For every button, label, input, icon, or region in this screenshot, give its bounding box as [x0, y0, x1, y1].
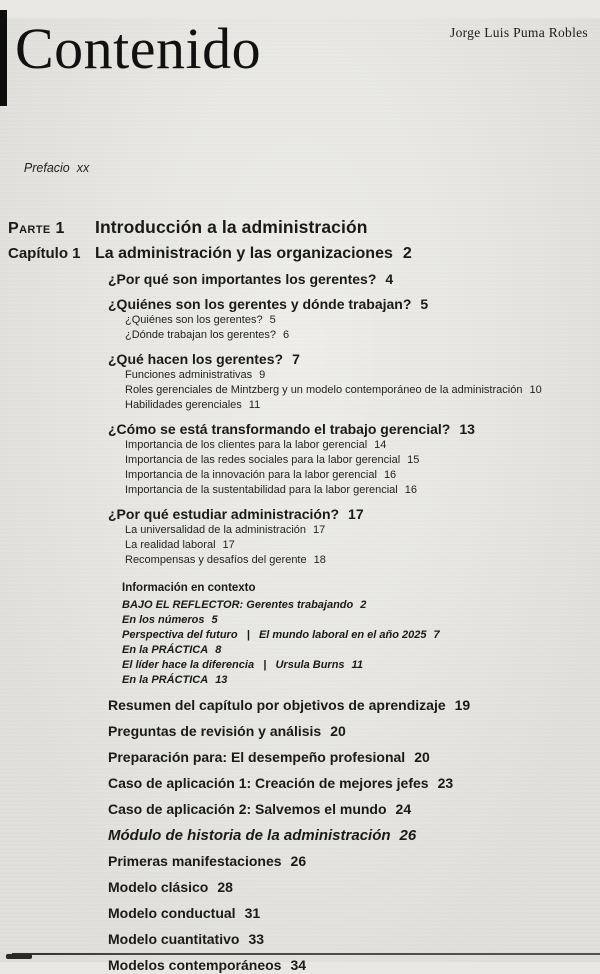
toc-entry-text: Preguntas de revisión y análisis	[108, 723, 322, 739]
toc-entry-text: ¿Qué hacen los gerentes?	[108, 351, 284, 367]
toc-entry-text: ¿Por qué estudiar administración?	[108, 506, 340, 522]
toc-entry-page-number: 26	[290, 853, 307, 869]
toc-entry-end	[108, 801, 600, 818]
toc-entry-text: Resumen del capítulo por objetivos de aprendizaje	[108, 697, 446, 713]
toc-entry-page-number: 34	[290, 957, 307, 973]
scan-corner-artifact	[6, 954, 32, 959]
toc-entry-text: En la PRÁCTICA	[122, 674, 209, 686]
toc-entry-sub	[125, 328, 600, 343]
toc-entry-end	[108, 905, 600, 922]
toc-entry-end	[108, 931, 600, 948]
toc-entry-end	[108, 775, 600, 792]
toc-entry-page-number: 26	[399, 827, 417, 844]
toc-entry-sub	[125, 483, 600, 498]
toc-entry-page-number: 15	[407, 454, 420, 466]
toc-entry-text: Importancia de la innovación para la labor gerencial	[125, 469, 377, 481]
toc-entry-sub	[125, 523, 600, 538]
toc-entry-text: Modelo cuantitativo	[108, 931, 240, 947]
toc-entry-end	[108, 853, 600, 870]
toc-entry-page-number: 24	[395, 801, 412, 817]
toc-entry-sub	[125, 368, 600, 383]
toc-entry-text: ¿Quiénes son los gerentes y dónde trabajan?	[108, 296, 412, 312]
toc-entry-page-number: 5	[269, 314, 276, 326]
toc-entry-page-number: 17	[313, 524, 326, 536]
toc-entry-feature	[122, 673, 600, 688]
toc-entry-end	[108, 879, 600, 896]
chapter-label: Capítulo 1	[8, 245, 81, 262]
toc-entry-sub	[125, 383, 600, 398]
toc-entry-text: ¿Dónde trabajan los gerentes?	[125, 329, 277, 341]
toc-entry-text: Recompensas y desafíos del gerente	[125, 554, 307, 566]
toc-entry-text: Importancia de la sustentabilidad para la labor gerencial	[125, 484, 398, 496]
toc-entry-text: Importancia de las redes sociales para la labor gerencial	[125, 454, 401, 466]
toc-entry-section	[108, 351, 600, 368]
toc-entry-sub	[125, 468, 600, 483]
toc-entry-text: La realidad laboral	[125, 539, 216, 551]
chapter-heading	[0, 245, 600, 263]
part-label: Parte 1	[8, 220, 65, 237]
preface-entry	[10, 146, 600, 191]
toc-entry-page-number: 11	[248, 399, 261, 411]
toc-entry-page-number: 6	[283, 329, 290, 341]
toc-entry-page-number: 5	[211, 614, 218, 626]
toc-entry-text: Información en contexto	[122, 582, 256, 594]
toc-entry-page-number: 23	[437, 775, 454, 791]
toc-entry-text: Modelos contemporáneos	[108, 957, 282, 973]
toc-entry-heading	[122, 581, 600, 596]
toc-entry-sub	[125, 398, 600, 413]
toc-entry-page-number: 4	[385, 271, 394, 287]
toc-entry-page-number: 2	[360, 599, 367, 611]
toc-entry-feature	[122, 643, 600, 658]
toc-entry-page-number: 13	[215, 674, 228, 686]
toc-entry-text: Habilidades gerenciales	[125, 399, 242, 411]
page-title: Contenido	[15, 16, 262, 81]
toc-entry-page-number: 17	[348, 506, 364, 522]
part-title: Introducción a la administración	[95, 217, 368, 237]
toc-entry-page-number: 7	[292, 351, 300, 367]
toc-entry-section	[108, 506, 600, 523]
toc-entry-sub	[125, 313, 600, 328]
toc-entry-section	[108, 421, 600, 438]
toc-entry-end	[108, 957, 600, 974]
toc-entry-page-number: 8	[215, 644, 222, 656]
toc-entry-end	[108, 749, 600, 766]
toc-entry-end	[108, 723, 600, 740]
toc-entry-page-number: 16	[404, 484, 417, 496]
chapter-page-number: 2	[402, 245, 412, 262]
toc-entry-feature	[122, 613, 600, 628]
toc-entry-text: Caso de aplicación 1: Creación de mejores jefes	[108, 775, 429, 791]
owner-name: Jorge Luis Puma Robles	[450, 25, 588, 40]
part-heading	[0, 217, 600, 238]
toc-entry-text: BAJO EL REFLECTOR: Gerentes trabajando	[122, 599, 354, 611]
toc-entry-page-number: 31	[244, 905, 261, 921]
toc-entry-page-number: 28	[217, 879, 233, 895]
toc-entry-text: La universalidad de la administración	[125, 524, 306, 536]
toc-entry-sub	[125, 538, 600, 553]
toc-entry-text: Caso de aplicación 2: Salvemos el mundo	[108, 801, 387, 817]
toc-entry-text: Importancia de los clientes para la labor gerencial	[125, 439, 368, 451]
toc-entry-sub	[125, 438, 600, 453]
toc-entry-list	[0, 271, 600, 974]
preface-page: xx	[76, 161, 90, 175]
toc-entry-text: Módulo de historia de la administración	[108, 827, 391, 844]
toc-entry-page-number: 5	[420, 296, 429, 312]
preface-label: Prefacio	[23, 161, 70, 175]
toc-entry-page-number: 9	[259, 369, 266, 381]
toc-entry-text: Perspectiva del futuro | El mundo laboral en el año 2025	[122, 629, 427, 641]
chapter-title	[95, 245, 412, 263]
toc-entry-page-number: 20	[330, 723, 346, 739]
toc-entry-page-number: 20	[414, 749, 430, 765]
toc-entry-page-number: 16	[383, 469, 397, 481]
toc-entry-text: En la PRÁCTICA	[122, 644, 209, 656]
toc-entry-text: Preparación para: El desempeño profesional	[108, 749, 406, 765]
toc-entry-section	[108, 296, 600, 313]
toc-entry-text: El líder hace la diferencia | Ursula Burns	[122, 659, 345, 671]
toc-entry-text: ¿Quiénes son los gerentes?	[125, 314, 263, 326]
toc-entry-text: Primeras manifestaciones	[108, 853, 282, 869]
toc-entry-page-number: 7	[433, 629, 440, 641]
toc-entry-section	[108, 271, 600, 288]
toc-entry-sub	[125, 453, 600, 468]
toc-entry-text: Funciones administrativas	[125, 369, 253, 381]
toc-entry-text: Modelo conductual	[108, 905, 236, 921]
toc-entry-page-number: 17	[222, 539, 235, 551]
toc-entry-page-number: 18	[313, 554, 326, 566]
toc-entry-feature	[122, 628, 600, 643]
toc-entry-page-number: 13	[459, 421, 475, 437]
toc-entry-sub	[125, 553, 600, 568]
title-accent-bar	[0, 10, 7, 106]
toc-entry-page-number: 14	[374, 439, 387, 451]
toc-entry-text: ¿Cómo se está transformando el trabajo gerencial?	[108, 421, 451, 437]
toc-entry-text: Modelo clásico	[108, 879, 209, 895]
toc-entry-page-number: 11	[351, 659, 363, 671]
toc-entry-page-number: 10	[529, 384, 542, 396]
toc-entry-page-number: 19	[454, 697, 471, 713]
toc-entry-page-number: 33	[248, 931, 265, 947]
toc-entry-module	[108, 827, 600, 844]
scanned-toc-page	[0, 16, 600, 973]
toc-entry-text: Roles gerenciales de Mintzberg y un modelo contemporáneo de la administración	[125, 384, 523, 396]
chapter-title-text: La administración y las organizaciones	[95, 245, 393, 262]
toc-entry-feature	[122, 598, 600, 613]
toc-entry-text: En los números	[122, 614, 205, 626]
scan-edge-artifact	[12, 953, 600, 955]
title-row	[0, 18, 600, 102]
toc-entry-text: ¿Por qué son importantes los gerentes?	[108, 271, 377, 287]
toc-entry-feature	[122, 658, 600, 673]
toc-entry-end	[108, 697, 600, 714]
